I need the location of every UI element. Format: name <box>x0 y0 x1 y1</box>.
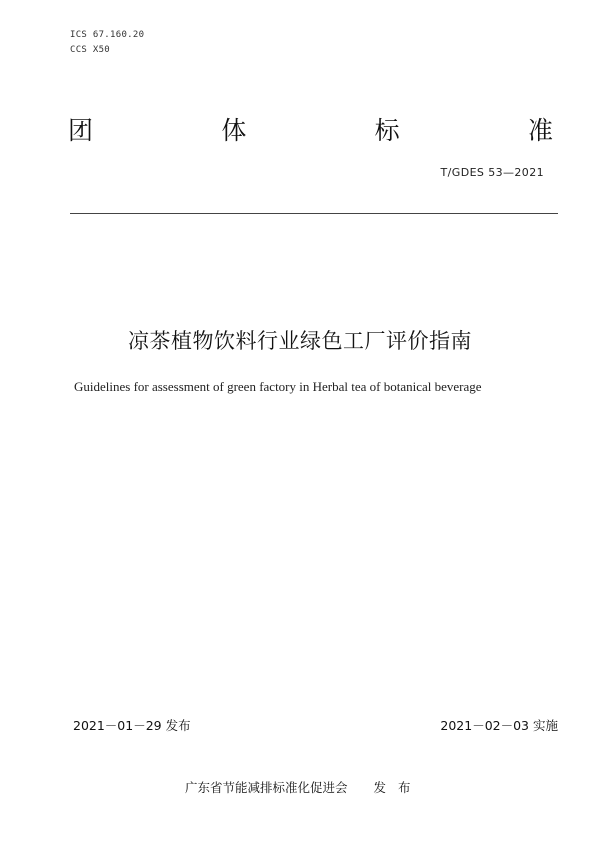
ics-code: ICS 67.160.20 <box>70 30 145 40</box>
standard-type-char: 标 <box>374 116 400 145</box>
standard-type-char: 团 <box>68 116 94 145</box>
standard-type-char: 准 <box>527 116 553 145</box>
document-title-chinese: 凉茶植物饮料行业绿色工厂评价指南 <box>128 329 472 353</box>
document-title-english: Guidelines for assessment of green factory in Herbal tea of botanical beverage <box>74 379 482 394</box>
standard-type-heading <box>68 116 553 146</box>
implementation-date: 2021－02－03 实施 <box>440 718 558 733</box>
ccs-code: CCS X50 <box>70 45 111 55</box>
issue-date: 2021－01－29 发布 <box>73 718 191 733</box>
standard-number: T/GDES 53—2021 <box>440 166 544 179</box>
publish-label: 发布 <box>373 780 423 795</box>
header-divider <box>70 213 558 214</box>
publisher-name: 广东省节能减排标准化促进会 <box>185 780 348 795</box>
publisher-line <box>185 778 423 796</box>
standard-type-char: 体 <box>221 116 247 145</box>
